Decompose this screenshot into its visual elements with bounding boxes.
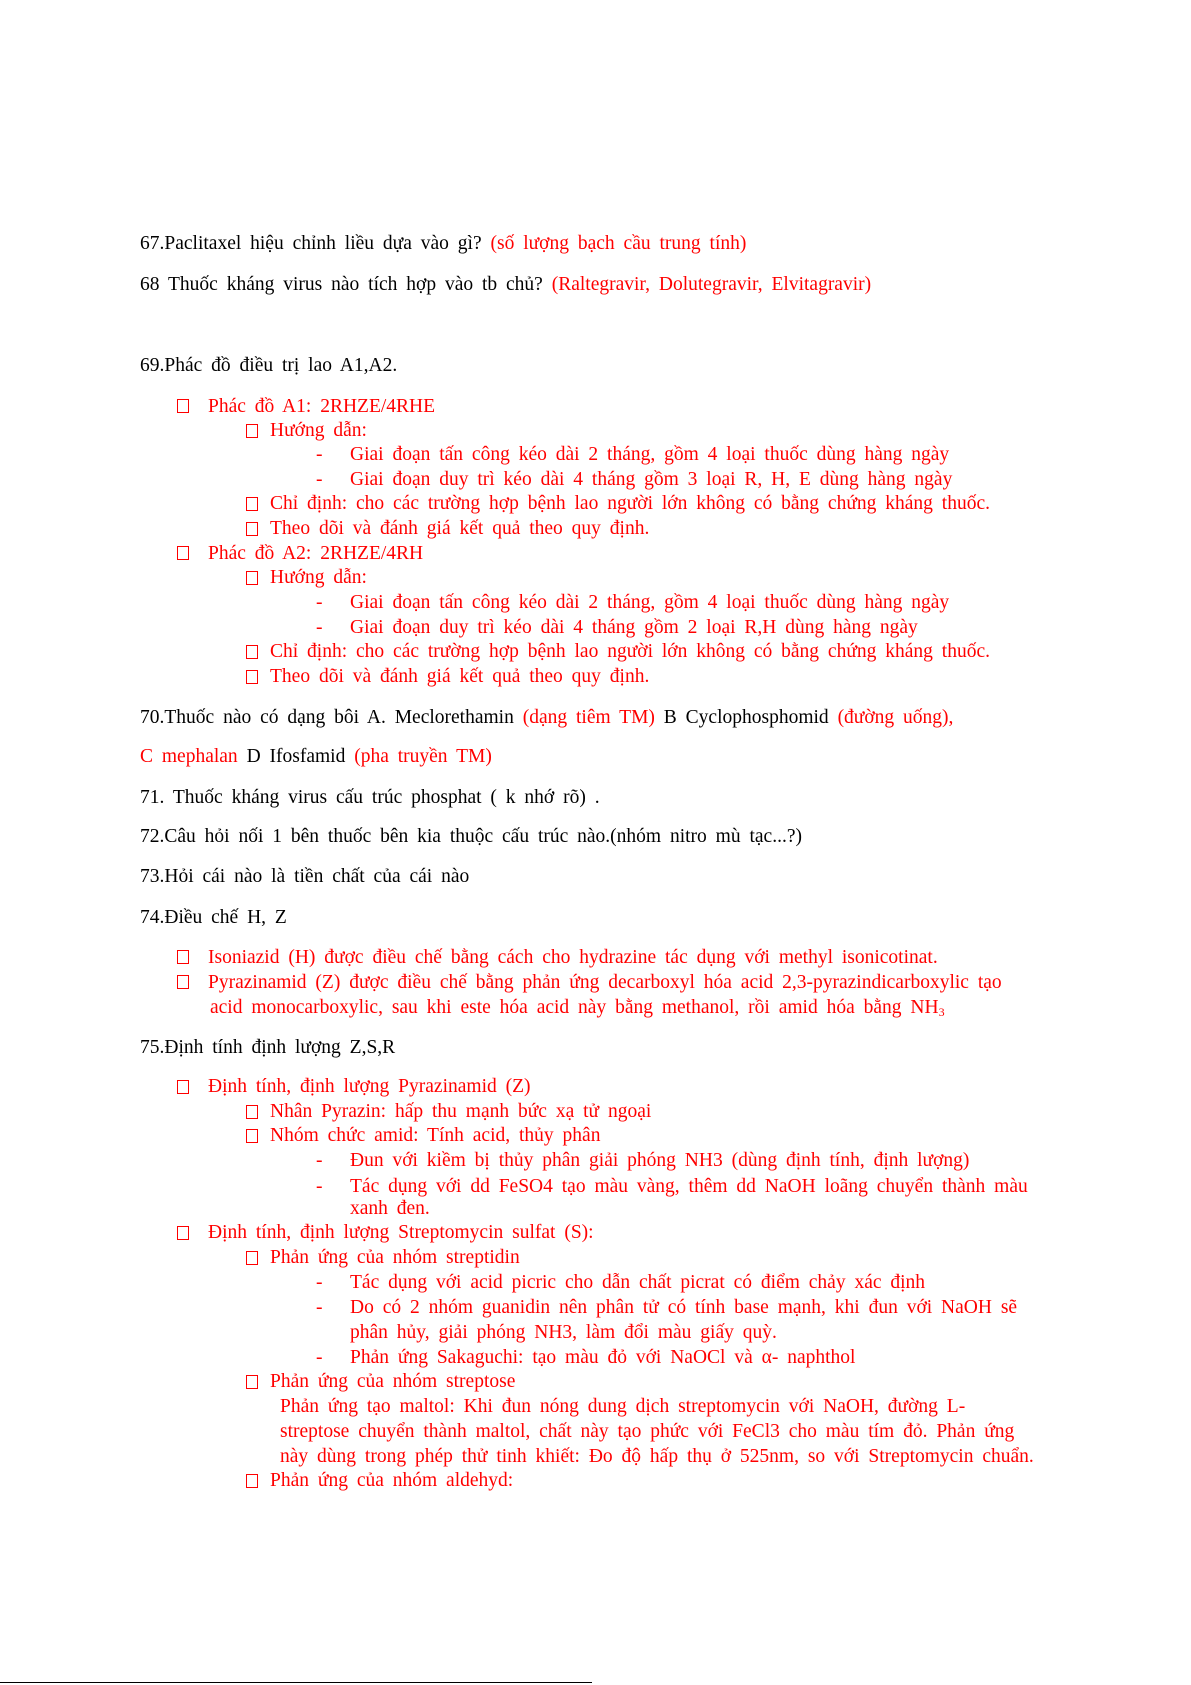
regimen-a1-phase-2: Giai đoạn duy trì kéo dài 4 tháng gồm 3 loại R, H, E dùng hàng ngày — [350, 469, 953, 490]
square-bullet-icon — [246, 1129, 258, 1143]
dash-bullet: - — [316, 444, 323, 465]
regimen-a1-title: Phác đồ A1: 2RHZE/4RHE — [208, 396, 436, 417]
square-bullet-icon — [246, 571, 258, 585]
regimen-a2-indication: Chỉ định: cho các trường hợp bệnh lao người lớn không có bằng chứng kháng thuốc. — [270, 641, 991, 662]
dash-bullet: - — [316, 469, 323, 490]
synthesis-pyrazinamid-line-2 — [210, 997, 945, 1020]
square-bullet-icon — [246, 1251, 258, 1265]
question-70-line-1 — [140, 707, 953, 729]
square-bullet-icon — [177, 975, 189, 989]
square-bullet-icon — [246, 1375, 258, 1389]
question-70-answer-2: (đường uống), — [837, 707, 954, 728]
square-bullet-icon — [177, 399, 189, 413]
dash-bullet: - — [316, 592, 323, 613]
assay-s-title: Định tính, định lượng Streptomycin sulfat (S): — [208, 1222, 594, 1243]
question-70-answer-4: (pha truyền TM) — [354, 746, 492, 767]
assay-s-maltol-line-2: streptose chuyển thành maltol, chất này tạo phức với FeCl3 cho màu tím đỏ. Phản ứng — [280, 1421, 1015, 1442]
dash-bullet: - — [316, 1150, 323, 1171]
question-68-answer: (Raltegravir, Dolutegravir, Elvitagravir) — [551, 274, 872, 295]
question-69: 69.Phác đồ điều trị lao A1,A2. — [140, 355, 398, 376]
regimen-a1-guide: Hướng dẫn: — [270, 420, 367, 441]
square-bullet-icon — [177, 1226, 189, 1240]
square-bullet-icon — [246, 497, 258, 511]
question-70-answer-1: (dạng tiêm TM) — [522, 707, 655, 728]
synthesis-pyrazinamid-text: acid monocarboxylic, sau khi este hóa acid này bằng methanol, rồi amid hóa bằng NH — [210, 997, 939, 1018]
question-74: 74.Điều chế H, Z — [140, 907, 287, 928]
assay-z-title: Định tính, định lượng Pyrazinamid (Z) — [208, 1076, 531, 1097]
assay-s-guanidin-line-1: Do có 2 nhóm guanidin nên phân tử có tính base mạnh, khi đun với NaOH sẽ — [350, 1297, 1018, 1318]
question-71: 71. Thuốc kháng virus cấu trúc phosphat ( k nhớ rõ) . — [140, 787, 600, 808]
square-bullet-icon — [246, 424, 258, 438]
assay-s-guanidin-line-2: phân hủy, giải phóng NH3, làm đổi màu giấy quỳ. — [350, 1322, 777, 1343]
question-67-text: 67.Paclitaxel hiệu chỉnh liều dựa vào gì? — [140, 233, 482, 254]
synthesis-pyrazinamid-line-1: Pyrazinamid (Z) được điều chế bằng phản ứng decarboxyl hóa acid 2,3-pyrazindicarboxylic tạo — [208, 972, 1002, 993]
regimen-a2-phase-1: Giai đoạn tấn công kéo dài 2 tháng, gồm 4 loại thuốc dùng hàng ngày — [350, 592, 950, 613]
assay-z-hydrolysis: Đun với kiềm bị thủy phân giải phóng NH3 (dùng định tính, định lượng) — [350, 1150, 970, 1171]
question-72: 72.Câu hỏi nối 1 bên thuốc bên kia thuộc cấu trúc nào.(nhóm nitro mù tạc...?) — [140, 826, 802, 847]
assay-s-sakaguchi: Phản ứng Sakaguchi: tạo màu đỏ với NaOCl và α- naphthol — [350, 1347, 856, 1368]
assay-s-streptidin: Phản ứng của nhóm streptidin — [270, 1247, 520, 1268]
assay-z-nucleus: Nhân Pyrazin: hấp thu mạnh bức xạ tử ngoại — [270, 1101, 652, 1122]
question-68-text: 68 Thuốc kháng virus nào tích hợp vào tb chủ? — [140, 274, 543, 295]
regimen-a2-title: Phác đồ A2: 2RHZE/4RH — [208, 543, 424, 564]
regimen-a1-follow: Theo dõi và đánh giá kết quả theo quy định. — [270, 518, 650, 539]
dash-bullet: - — [316, 617, 323, 638]
question-70-answer-3: C mephalan — [140, 746, 238, 767]
square-bullet-icon — [246, 645, 258, 659]
question-68 — [140, 274, 871, 296]
square-bullet-icon — [177, 1080, 189, 1094]
assay-s-maltol-line-3: này dùng trong phép thử tinh khiết: Đo độ hấp thụ ở 525nm, so với Streptomycin chuẩn. — [280, 1446, 1034, 1467]
question-70-text-1: 70.Thuốc nào có dạng bôi A. Meclorethamin — [140, 707, 514, 728]
regimen-a2-guide: Hướng dẫn: — [270, 567, 367, 588]
assay-z-amide: Nhóm chức amid: Tính acid, thủy phân — [270, 1125, 601, 1146]
assay-s-maltol-line-1: Phản ứng tạo maltol: Khi đun nóng dung dịch streptomycin với NaOH, đường L- — [280, 1396, 966, 1417]
regimen-a2-phase-2: Giai đoạn duy trì kéo dài 4 tháng gồm 2 loại R,H dùng hàng ngày — [350, 617, 918, 638]
dash-bullet: - — [316, 1176, 323, 1197]
square-bullet-icon — [177, 950, 189, 964]
square-bullet-icon — [177, 546, 189, 560]
regimen-a1-indication: Chỉ định: cho các trường hợp bệnh lao người lớn không có bằng chứng kháng thuốc. — [270, 493, 991, 514]
synthesis-isoniazid: Isoniazid (H) được điều chế bằng cách cho hydrazine tác dụng với methyl isonicotinat. — [208, 947, 938, 968]
square-bullet-icon — [246, 1474, 258, 1488]
question-67 — [140, 233, 746, 255]
subscript-3: 3 — [938, 1005, 945, 1019]
dash-bullet: - — [316, 1347, 323, 1368]
dash-bullet: - — [316, 1297, 323, 1318]
question-67-answer: (số lượng bạch cầu trung tính) — [490, 233, 747, 254]
regimen-a2-follow: Theo dõi và đánh giá kết quả theo quy định. — [270, 666, 650, 687]
assay-s-picric: Tác dụng với acid picric cho dẫn chất picrat có điểm chảy xác định — [350, 1272, 926, 1293]
question-73: 73.Hỏi cái nào là tiền chất của cái nào — [140, 866, 470, 887]
question-75: 75.Định tính định lượng Z,S,R — [140, 1037, 396, 1058]
square-bullet-icon — [246, 522, 258, 536]
square-bullet-icon — [246, 1105, 258, 1119]
assay-s-aldehyd: Phản ứng của nhóm aldehyd: — [270, 1470, 514, 1491]
assay-s-streptose: Phản ứng của nhóm streptose — [270, 1371, 516, 1392]
dash-bullet: - — [316, 1272, 323, 1293]
question-70-text-2: B Cyclophosphomid — [663, 707, 829, 728]
question-70-text-3: D Ifosfamid — [246, 746, 346, 767]
footer-rule — [0, 1682, 592, 1683]
square-bullet-icon — [246, 670, 258, 684]
assay-z-feso4-line-1: Tác dụng với dd FeSO4 tạo màu vàng, thêm dd NaOH loãng chuyển thành màu — [350, 1176, 1028, 1197]
question-70-line-2 — [140, 746, 492, 768]
regimen-a1-phase-1: Giai đoạn tấn công kéo dài 2 tháng, gồm 4 loại thuốc dùng hàng ngày — [350, 444, 950, 465]
assay-z-feso4-line-2: xanh đen. — [350, 1198, 430, 1219]
